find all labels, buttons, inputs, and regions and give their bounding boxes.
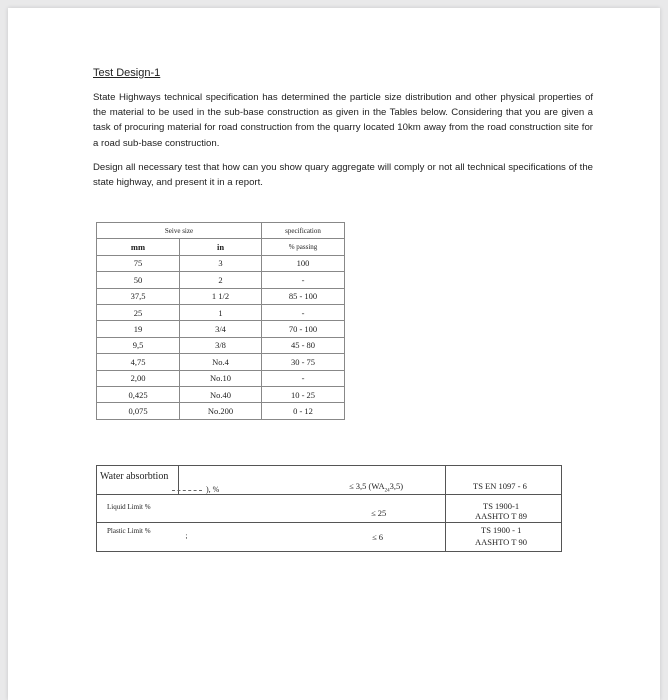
sieve-passing-cell: 0 - 12 [262, 403, 345, 419]
dashed-mark [172, 490, 202, 492]
sieve-row [97, 272, 345, 288]
sieve-row [97, 255, 345, 271]
sieve-subheader-row [97, 239, 345, 255]
table-line [561, 465, 562, 552]
plastic-limit-standard-aashto: AASHTO T 90 [475, 537, 527, 547]
mm-column-header: mm [97, 239, 180, 255]
sieve-row [97, 370, 345, 386]
sieve-mm-cell: 2,00 [97, 370, 180, 386]
table-line [96, 465, 97, 552]
liquid-limit-standard-ts: TS 1900-1 [483, 501, 520, 511]
sieve-specification-table [96, 222, 345, 420]
sieve-mm-cell: 4,75 [97, 354, 180, 370]
sieve-passing-cell: 30 - 75 [262, 354, 345, 370]
sieve-passing-cell: - [262, 272, 345, 288]
table-line [96, 494, 562, 495]
sieve-passing-cell: - [262, 304, 345, 320]
sieve-passing-cell: - [262, 370, 345, 386]
sieve-passing-cell: 100 [262, 255, 345, 271]
problem-paragraph: State Highways technical specification has determined the particle size distribution and other physical properties of the material to be used in the sub-base construction as given in the Tables below. Considering that you are given a task of procuring material for road construction from the quarry located 10km away from the road construction site for a road sub-base construction. [93, 92, 593, 149]
table-line [96, 551, 562, 552]
sieve-in-cell: No.40 [180, 386, 262, 402]
water-absorption-unit: ), % [206, 485, 220, 494]
table-line [445, 465, 446, 552]
tick-mark: ⁏ [185, 532, 188, 540]
passing-column-header: % passing [262, 239, 345, 255]
sieve-in-cell: No.200 [180, 403, 262, 419]
sieve-in-cell: 3/8 [180, 337, 262, 353]
sieve-row [97, 304, 345, 320]
specification-header: specification [262, 223, 345, 239]
sieve-passing-cell: 85 - 100 [262, 288, 345, 304]
sieve-mm-cell: 19 [97, 321, 180, 337]
sieve-row [97, 337, 345, 353]
sieve-mm-cell: 75 [97, 255, 180, 271]
sieve-row [97, 403, 345, 419]
sieve-in-cell: 1 1/2 [180, 288, 262, 304]
sieve-in-cell: 3/4 [180, 321, 262, 337]
sieve-in-cell: 3 [180, 255, 262, 271]
liquid-limit-label: Liquid Limit % [107, 503, 151, 511]
liquid-limit-value: ≤ 25 [371, 508, 387, 518]
sieve-mm-cell: 50 [97, 272, 180, 288]
sieve-row [97, 288, 345, 304]
document-page [8, 8, 660, 700]
sieve-in-cell: No.4 [180, 354, 262, 370]
liquid-limit-standard-aashto: AASHTO T 89 [475, 511, 527, 521]
sieve-mm-cell: 25 [97, 304, 180, 320]
sieve-size-header: Seive size [97, 223, 262, 239]
sieve-mm-cell: 0,075 [97, 403, 180, 419]
sieve-mm-cell: 9,5 [97, 337, 180, 353]
sieve-in-cell: No.10 [180, 370, 262, 386]
sieve-rows [97, 255, 345, 419]
task-paragraph: Design all necessary test that how can you show quary aggregate will comply or not all technical specifications of the state highway, and present it in a report. [93, 162, 593, 189]
sieve-header-row [97, 223, 345, 239]
plastic-limit-value: ≤ 6 [372, 532, 384, 542]
plastic-limit-standard-ts: TS 1900 - 1 [481, 525, 522, 535]
in-column-header: in [180, 239, 262, 255]
table-line [96, 465, 562, 466]
water-absorption-limit: ≤ 3,5 $(WA_{24}3,5)$ [349, 481, 404, 494]
table-line [96, 522, 562, 523]
sieve-mm-cell: 37,5 [97, 288, 180, 304]
sieve-row [97, 321, 345, 337]
sieve-mm-cell: 0,425 [97, 386, 180, 402]
sieve-passing-cell: 45 - 80 [262, 337, 345, 353]
sieve-in-cell: 1 [180, 304, 262, 320]
plastic-limit-label: Plastic Limit % [107, 527, 151, 535]
water-absorption-standard: TS EN 1097 - 6 [473, 481, 527, 491]
water-absorption-label: Water absorbtion [100, 471, 169, 482]
sieve-row [97, 386, 345, 402]
sieve-row [97, 354, 345, 370]
sieve-passing-cell: 10 - 25 [262, 386, 345, 402]
sieve-in-cell: 2 [180, 272, 262, 288]
sieve-passing-cell: 70 - 100 [262, 321, 345, 337]
test-design-heading: Test Design-1 [93, 67, 161, 79]
physical-properties-table [96, 465, 562, 552]
